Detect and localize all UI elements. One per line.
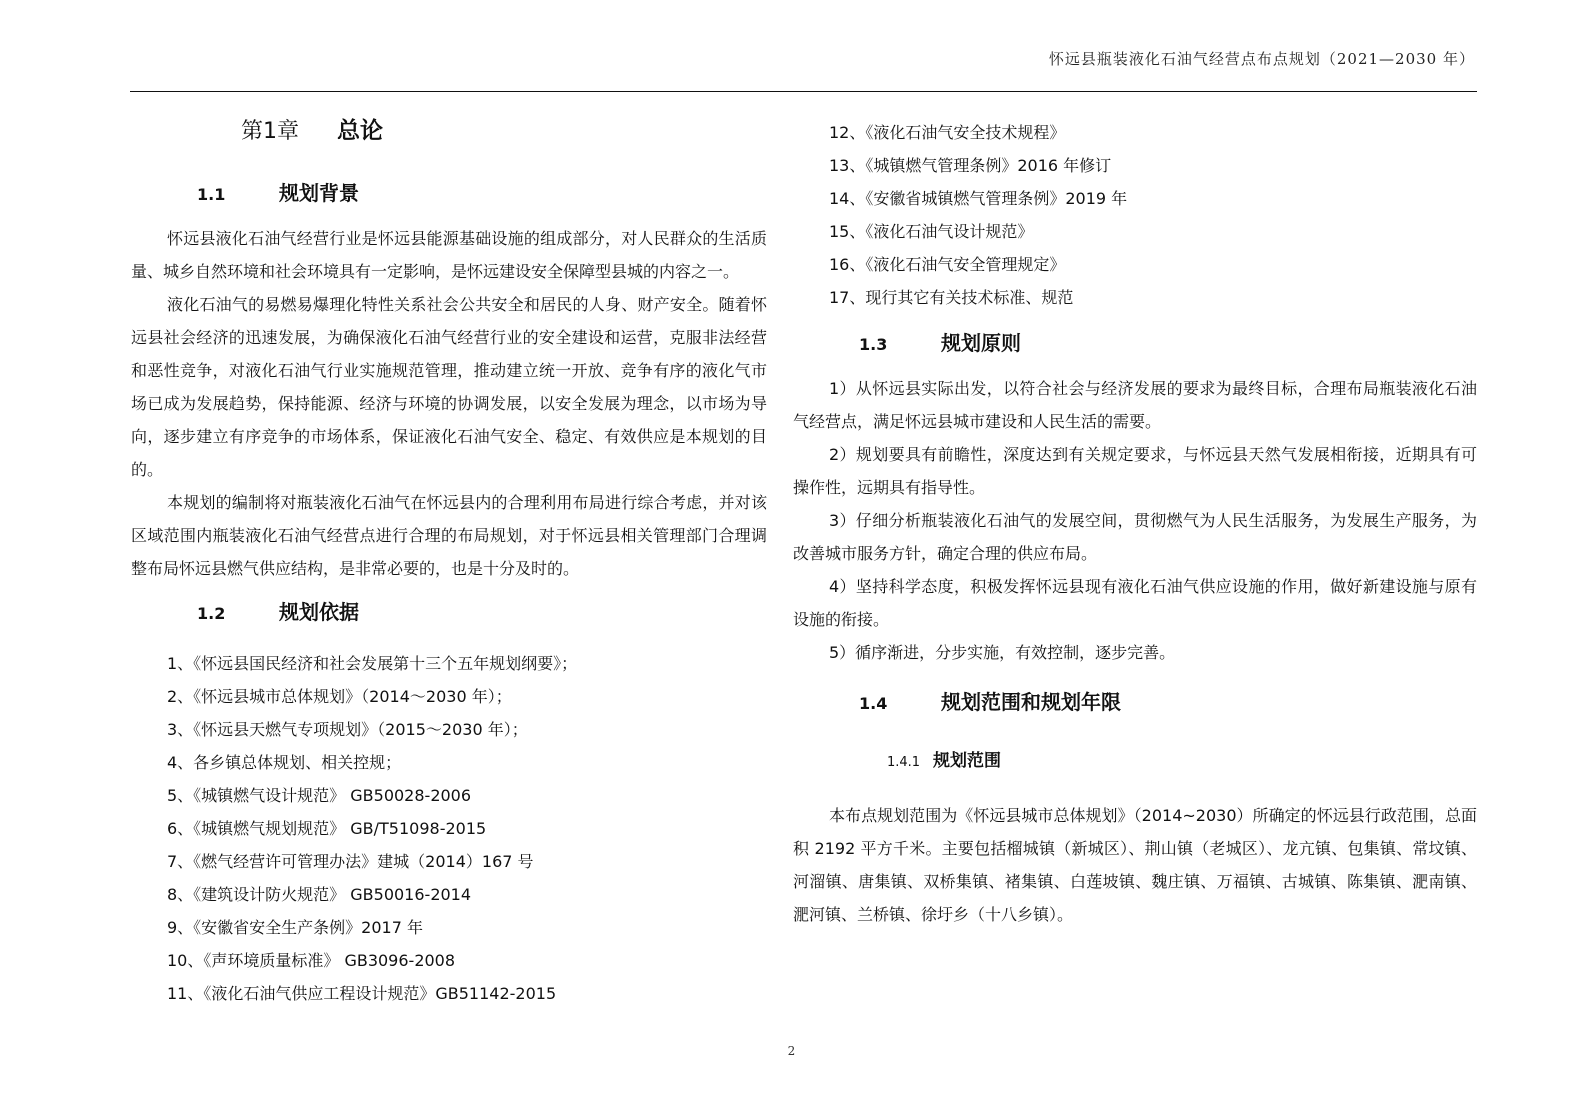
chapter-number: 第1章 [241, 119, 299, 144]
paragraph: 5）循序渐进，分步实施，有效控制，逐步完善。 [829, 643, 1176, 662]
list-item: 9、《安徽省安全生产条例》2017 年 [167, 918, 423, 937]
list-item: 5、《城镇燃气设计规范》 GB50028-2006 [167, 786, 472, 805]
section-heading-1-4 [859, 679, 1477, 725]
paragraph: 液化石油气的易燃易爆理化特性关系社会公共安全和居民的人身、财产安全。随着怀远县社会经济的迅速发展，为确保液化石油气经营行业的安全建设和运营，克服非法经营和恶性竞争，对液化石油气行业实施规范管理，推动建立统一开放、竞争有序的液化气市场已成为发展趋势，保持能源、经济与环境的协调发展，以安全发展为理念，以市场为导向，逐步建立有序竞争的市场体系，保证液化石油气安全、稳定、有效供应是本规划的目的。 [131, 295, 767, 479]
paragraph: 怀远县液化石油气经营行业是怀远县能源基础设施的组成部分，对人民群众的生活质量、城乡自然环境和社会环境具有一定影响，是怀远建设安全保障型县城的内容之一。 [131, 229, 767, 281]
page-number: 2 [787, 1044, 796, 1058]
left-column [131, 110, 767, 1010]
section-title: 规划依据 [279, 600, 359, 624]
running-header: 怀远县瓶装液化石油气经营点布点规划（2021—2030 年） [1048, 50, 1475, 68]
list-item: 11、《液化石油气供应工程设计规范》GB51142-2015 [167, 984, 557, 1003]
paragraph: 1）从怀远县实际出发，以符合社会与经济发展的要求为最终目标，合理布局瓶装液化石油气经营点，满足怀远县城市建设和人民生活的需要。 [793, 379, 1477, 431]
section-number: 1.2 [197, 604, 226, 623]
section-title: 规划原则 [941, 331, 1021, 355]
list-item: 6、《城镇燃气规划规范》 GB/T51098-2015 [167, 819, 487, 838]
reference-list-continued [793, 116, 1477, 314]
subsection-heading-1-4-1 [887, 741, 1477, 781]
reference-list [131, 647, 767, 1010]
list-item: 16、《液化石油气安全管理规定》 [829, 255, 1066, 274]
right-column [793, 116, 1477, 931]
paragraph: 3）仔细分析瓶装液化石油气的发展空间，贯彻燃气为人民生活服务，为发展生产服务，为改善城市服务方针，确定合理的供应布局。 [793, 511, 1477, 563]
list-item: 1、《怀远县国民经济和社会发展第十三个五年规划纲要》； [167, 654, 578, 673]
subsection-number: 1.4.1 [887, 755, 921, 770]
section-heading-1-1 [197, 170, 767, 216]
section-heading-1-2 [197, 589, 767, 635]
list-item: 12、《液化石油气安全技术规程》 [829, 123, 1066, 142]
list-item: 10、《声环境质量标准》 GB3096-2008 [167, 951, 456, 970]
section-heading-1-3 [859, 320, 1477, 366]
section-title: 规划范围和规划年限 [941, 690, 1121, 714]
list-item: 17、现行其它有关技术标准、规范 [829, 288, 1074, 307]
section-number: 1.4 [859, 694, 888, 713]
paragraph: 本规划的编制将对瓶装液化石油气在怀远县内的合理利用布局进行综合考虑，并对该区域范围内瓶装液化石油气经营点进行合理的布局规划，对于怀远县相关管理部门合理调整布局怀远县燃气供应结构，是非常必要的，也是十分及时的。 [131, 493, 767, 578]
list-item: 3、《怀远县天燃气专项规划》（2015～2030 年）； [167, 720, 528, 739]
paragraph: 2）规划要具有前瞻性，深度达到有关规定要求，与怀远县天然气发展相衔接，近期具有可操作性，远期具有指导性。 [793, 445, 1477, 497]
list-item: 15、《液化石油气设计规范》 [829, 222, 1034, 241]
subsection-title: 规划范围 [933, 751, 1001, 771]
list-item: 7、《燃气经营许可管理办法》建城（2014）167 号 [167, 852, 534, 871]
list-item: 2、《怀远县城市总体规划》（2014～2030 年）； [167, 687, 512, 706]
header-rule [130, 91, 1477, 92]
section-title: 规划背景 [279, 181, 359, 205]
list-item: 14、《安徽省城镇燃气管理条例》2019 年 [829, 189, 1128, 208]
list-item: 4、各乡镇总体规划、相关控规； [167, 753, 402, 772]
list-item: 13、《城镇燃气管理条例》2016 年修订 [829, 156, 1112, 175]
chapter-heading [241, 110, 767, 152]
paragraph: 本布点规划范围为《怀远县城市总体规划》（2014~2030）所确定的怀远县行政范围，总面积 2192 平方千米。主要包括榴城镇（新城区）、荆山镇（老城区）、龙亢镇、包集镇、常坟镇、河溜镇、唐集镇、双桥集镇、褚集镇、白莲坡镇、魏庄镇、万福镇、古城镇、陈集镇、淝南镇、淝河镇、兰桥镇、徐圩乡（十八乡镇）。 [793, 806, 1477, 924]
paragraph: 4）坚持科学态度，积极发挥怀远县现有液化石油气供应设施的作用，做好新建设施与原有设施的衔接。 [793, 577, 1477, 629]
chapter-title: 总论 [337, 118, 383, 144]
section-number: 1.3 [859, 335, 888, 354]
list-item: 8、《建筑设计防火规范》 GB50016-2014 [167, 885, 472, 904]
section-number: 1.1 [197, 185, 226, 204]
